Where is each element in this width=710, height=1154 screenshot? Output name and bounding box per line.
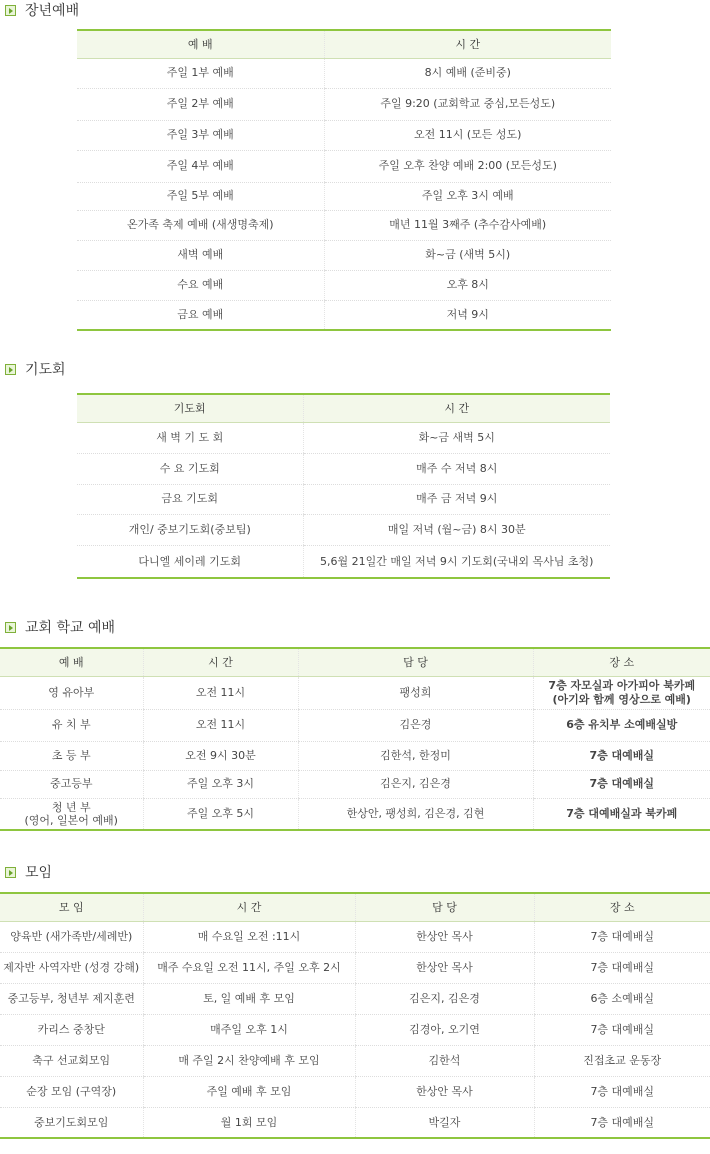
table-cell: 한상안 목사: [355, 921, 534, 952]
table-cell: 주일 3부 예배: [77, 120, 324, 150]
table-cell: 주일 오후 3시: [143, 770, 298, 798]
table-cell: 초 등 부: [0, 741, 143, 770]
table-header-row: [77, 30, 611, 58]
table-cell: 매년 11월 3째주 (추수감사예배): [324, 210, 611, 240]
table-cell: 주일 예배 후 모임: [143, 1076, 355, 1107]
table-cell: 유 치 부: [0, 709, 143, 741]
table-cell: 김은경: [298, 709, 533, 741]
table-cell: 김경아, 오기연: [355, 1014, 534, 1045]
table-row: [0, 741, 710, 770]
table-cell: 영 유아부: [0, 676, 143, 709]
table-cell: 매주일 오후 1시: [143, 1014, 355, 1045]
table-cell: 오전 11시 (모든 성도): [324, 120, 611, 150]
table-cell: 화~금 새벽 5시: [303, 422, 610, 453]
table-row: [0, 798, 710, 830]
table-cell: 7층 대예배실: [534, 952, 710, 983]
table-cell: 팽성희: [298, 676, 533, 709]
table-cell: 중보기도회모임: [0, 1107, 143, 1138]
column-header: 장 소: [533, 648, 710, 676]
table-cell: 7층 대예배실: [534, 1076, 710, 1107]
table-cell: 금요 예배: [77, 300, 324, 330]
table-row: [0, 1076, 710, 1107]
table-cell: 월 1회 모임: [143, 1107, 355, 1138]
section-title-school: [5, 617, 115, 637]
table-cell: 한상안 목사: [355, 1076, 534, 1107]
section-title-text: 모임: [25, 865, 53, 881]
table-cell: 김은지, 김은경: [298, 770, 533, 798]
table-row: [77, 182, 611, 210]
table-cell: 카리스 중창단: [0, 1014, 143, 1045]
column-header: 모 임: [0, 893, 143, 921]
table-cell: 제자반 사역자반 (성경 강해): [0, 952, 143, 983]
table-cell: 순장 모임 (구역장): [0, 1076, 143, 1107]
table-cell: 주일 오후 찬양 예배 2:00 (모든성도): [324, 150, 611, 182]
table-cell: 다니엘 세이레 기도회: [77, 545, 303, 578]
worship-table: [77, 29, 611, 331]
table-row: [77, 210, 611, 240]
table-cell: 새 벽 기 도 회: [77, 422, 303, 453]
table-cell: 주일 오후 5시: [143, 798, 298, 830]
table-cell: 토, 일 예배 후 모임: [143, 983, 355, 1014]
table-cell: 7층 대예배실: [534, 1107, 710, 1138]
table-cell: 주일 4부 예배: [77, 150, 324, 182]
table-cell: 중고등부, 청년부 제지훈련: [0, 983, 143, 1014]
column-header: 시 간: [303, 394, 610, 422]
table-cell: 양육반 (새가족반/세례반): [0, 921, 143, 952]
table-cell: 개인/ 중보기도회(중보팀): [77, 514, 303, 545]
table-cell: 주일 5부 예배: [77, 182, 324, 210]
table-row: [77, 484, 610, 514]
table-row: [77, 545, 610, 578]
table-cell: 김은지, 김은경: [355, 983, 534, 1014]
table-cell: 매 수요일 오전 :11시: [143, 921, 355, 952]
table-row: [0, 676, 710, 709]
table-cell: 주일 9:20 (교회학교 중심,모든성도): [324, 88, 611, 120]
table-row: [0, 921, 710, 952]
section-title-meetings: [5, 862, 52, 882]
section-bullet-icon: [5, 5, 16, 16]
section-title-worship: [5, 0, 79, 20]
column-header: 시 간: [143, 893, 355, 921]
table-row: [77, 88, 611, 120]
table-cell: 주일 2부 예배: [77, 88, 324, 120]
table-cell: 7층 대예배실과 북카페: [533, 798, 710, 830]
table-row: [77, 300, 611, 330]
table-row: [77, 514, 610, 545]
table-row: [77, 120, 611, 150]
column-header: 예 배: [77, 30, 324, 58]
column-header: 담 당: [298, 648, 533, 676]
table-cell: 진접초교 운동장: [534, 1045, 710, 1076]
table-cell: 오전 11시: [143, 676, 298, 709]
column-header: 기도회: [77, 394, 303, 422]
table-header-row: [0, 648, 710, 676]
section-title-text: 기도회: [25, 362, 66, 378]
table-cell: 5,6월 21일간 매일 저녁 9시 기도회(국내외 목사님 초청): [303, 545, 610, 578]
table-cell: 한상안 목사: [355, 952, 534, 983]
table-cell: 오후 8시: [324, 270, 611, 300]
table-row: [0, 1107, 710, 1138]
table-cell: 매주 금 저녁 9시: [303, 484, 610, 514]
table-cell: 수 요 기도회: [77, 453, 303, 484]
table-cell: 7층 대예배실: [533, 770, 710, 798]
column-header: 시 간: [143, 648, 298, 676]
table-row: [77, 58, 611, 88]
table-cell: 저녁 9시: [324, 300, 611, 330]
table-cell: 청 년 부 (영어, 일본어 예배): [0, 798, 143, 830]
table-cell: 7층 대예배실: [533, 741, 710, 770]
table-cell: 8시 예배 (준비중): [324, 58, 611, 88]
table-header-row: [0, 893, 710, 921]
table-cell: 매주 수 저녁 8시: [303, 453, 610, 484]
table-row: [77, 422, 610, 453]
prayer-table: [77, 393, 610, 579]
column-header: 담 당: [355, 893, 534, 921]
table-cell: 화~금 (새벽 5시): [324, 240, 611, 270]
table-row: [0, 770, 710, 798]
section-title-prayer: [5, 359, 66, 379]
table-cell: 오전 11시: [143, 709, 298, 741]
table-cell: 온가족 축제 예배 (새생명축제): [77, 210, 324, 240]
table-cell: 중고등부: [0, 770, 143, 798]
table-row: [77, 150, 611, 182]
table-cell: 박길자: [355, 1107, 534, 1138]
meetings-table: [0, 892, 710, 1139]
table-row: [0, 952, 710, 983]
table-row: [77, 240, 611, 270]
table-row: [0, 709, 710, 741]
section-bullet-icon: [5, 364, 16, 375]
table-cell: 축구 선교회모임: [0, 1045, 143, 1076]
table-cell: 한상안, 팽성희, 김은경, 김현: [298, 798, 533, 830]
table-header-row: [77, 394, 610, 422]
school-table: [0, 647, 710, 831]
table-row: [0, 1014, 710, 1045]
section-bullet-icon: [5, 867, 16, 878]
table-cell: 7층 대예배실: [534, 921, 710, 952]
table-row: [77, 270, 611, 300]
table-cell: 매 주일 2시 찬양예배 후 모임: [143, 1045, 355, 1076]
table-cell: 수요 예배: [77, 270, 324, 300]
table-cell: 7층 대예배실: [534, 1014, 710, 1045]
section-title-text: 장년예배: [25, 3, 80, 19]
table-cell: 새벽 예배: [77, 240, 324, 270]
section-title-text: 교회 학교 예배: [25, 620, 116, 636]
table-cell: 오전 9시 30분: [143, 741, 298, 770]
section-bullet-icon: [5, 622, 16, 633]
table-cell: 7층 자모실과 아가피아 북카페 (아기와 함께 영상으로 예배): [533, 676, 710, 709]
column-header: 예 배: [0, 648, 143, 676]
table-cell: 주일 1부 예배: [77, 58, 324, 88]
column-header: 장 소: [534, 893, 710, 921]
table-cell: 김한석: [355, 1045, 534, 1076]
table-cell: 주일 오후 3시 예배: [324, 182, 611, 210]
table-cell: 6층 유치부 소예배실방: [533, 709, 710, 741]
table-cell: 김한석, 한정미: [298, 741, 533, 770]
table-cell: 매일 저녁 (월~금) 8시 30분: [303, 514, 610, 545]
table-row: [0, 983, 710, 1014]
table-row: [0, 1045, 710, 1076]
column-header: 시 간: [324, 30, 611, 58]
table-cell: 매주 수요일 오전 11시, 주일 오후 2시: [143, 952, 355, 983]
table-cell: 금요 기도회: [77, 484, 303, 514]
table-row: [77, 453, 610, 484]
table-cell: 6층 소예배실: [534, 983, 710, 1014]
